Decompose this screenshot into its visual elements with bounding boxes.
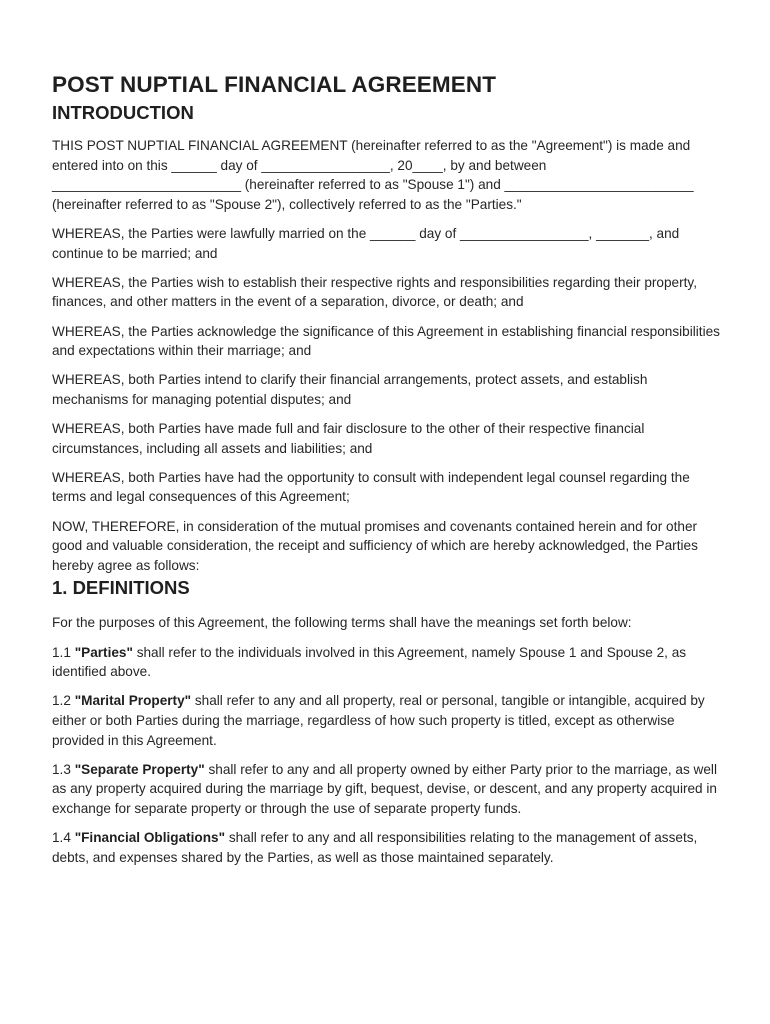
definition-term: "Parties" [74,644,133,660]
definition-text: shall refer to any and all responsibilities relating to the management of assets, debts, and expenses shared by the Parties, as well as those maintained separately. [52,830,698,865]
definition-term: "Separate Property" [74,761,205,777]
definition-item [52,760,722,819]
definition-text: shall refer to the individuals involved in this Agreement, namely Spouse 1 and Spouse 2, as identified above. [52,644,687,680]
intro-paragraph-preamble: THIS POST NUPTIAL FINANCIAL AGREEMENT (hereinafter referred to as the "Agreement") is made and entered into on this ______ day of _________________, 20____, by and between _________________________ (hereinafter referred to as "Spouse 1") and _________________________ (hereinafter referred to as "Spouse 2"), collectively referred to as the "Parties." [52,138,694,212]
definition-number: 1.2 [52,693,71,709]
introduction-heading: INTRODUCTION [52,102,194,123]
definition-item [52,828,722,867]
document-page [52,70,722,867]
intro-paragraph-whereas-rights: WHEREAS, the Parties wish to establish their respective rights and responsibilities regarding their property, finances, and other matters in the event of a separation, divorce, or death; and [52,274,697,310]
intro-paragraph-whereas-disclosure: WHEREAS, both Parties have made full and fair disclosure to the other of their respective financial circumstances, including all assets and liabilities; and [52,421,645,456]
definition-text: shall refer to any and all property, real or personal, tangible or intangible, acquired by either or both Parties during the marriage, regardless of how such property is titled, except as otherwise provided in this Agreement. [52,693,705,748]
intro-paragraph-whereas-clarify: WHEREAS, both Parties intend to clarify their financial arrangements, protect assets, and establish mechanisms for managing potential disputes; and [52,372,648,407]
definition-text: shall refer to any and all property owned by either Party prior to the marriage, as well as any property acquired during the marriage by gift, bequest, devise, or descent, and any property acquired in exchange for separate property or through the use of separate property funds. [52,761,717,816]
definition-item [52,643,722,682]
definition-term: "Financial Obligations" [74,830,226,846]
definition-number: 1.3 [52,761,71,777]
definition-number: 1.4 [52,830,71,846]
definition-number: 1.1 [52,644,71,660]
intro-paragraph-whereas-counsel: WHEREAS, both Parties have had the opportunity to consult with independent legal counsel regarding the terms and legal consequences of this Agreement; [52,469,690,505]
intro-paragraph-whereas-significance: WHEREAS, the Parties acknowledge the significance of this Agreement in establishing financial responsibilities and expectations within their marriage; and [52,323,720,359]
definitions-heading: 1. DEFINITIONS [52,577,190,599]
intro-paragraph-now-therefore: NOW, THEREFORE, in consideration of the mutual promises and covenants contained herein and for other good and valuable consideration, the receipt and sufficiency of which are hereby acknowledged, the Parties hereby agree as follows: [52,518,698,573]
document-title: POST NUPTIAL FINANCIAL AGREEMENT [52,72,497,97]
intro-paragraph-whereas-married: WHEREAS, the Parties were lawfully married on the ______ day of _________________, _______, and continue to be married; and [52,225,680,261]
definition-term: "Marital Property" [74,693,192,709]
definitions-lead: For the purposes of this Agreement, the following terms shall have the meanings set forth below: [52,615,632,631]
definition-item [52,691,722,750]
